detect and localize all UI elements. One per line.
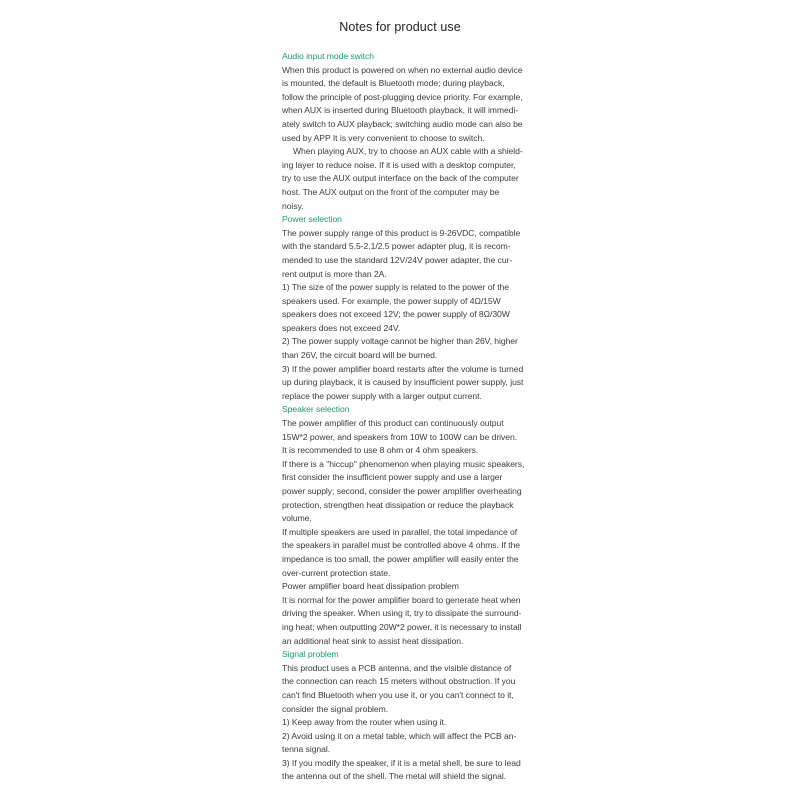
text-line: rent output is more than 2A.: [282, 268, 387, 279]
text-line: speakers used. For example, the power supply of 4Ω/15W: [282, 295, 501, 306]
section-heading: Power selection: [282, 214, 342, 225]
text-line: the connection can reach 15 meters without obstruction. If you: [282, 676, 516, 687]
notes-body: [282, 50, 525, 784]
text-line: used by APP It is very convenient to choose to switch.: [282, 132, 485, 143]
text-line: 3) If the power amplifier board restarts after the volume is turned: [282, 363, 524, 374]
text-line: 2) The power supply voltage cannot be higher than 26V, higher: [282, 336, 518, 347]
text-line: 1) Keep away from the router when using it.: [282, 717, 447, 728]
text-line: with the standard 5.5-2.1/2.5 power adapter plug, it is recom-: [282, 241, 511, 252]
text-line: When this product is powered on when no external audio device: [282, 64, 523, 75]
text-line: speakers does not exceed 12V; the power supply of 8Ω/30W: [282, 309, 510, 320]
section-heading: Signal problem: [282, 649, 339, 660]
text-line: Power amplifier board heat dissipation problem: [282, 581, 459, 592]
text-line: driving the speaker. When using it, try to dissipate the surround-: [282, 608, 522, 619]
section-heading: Speaker selection: [282, 404, 350, 415]
text-line: consider the signal problem.: [282, 703, 389, 714]
text-line: It is recommended to use 8 ohm or 4 ohm speakers.: [282, 445, 479, 456]
text-line: the antenna out of the shell. The metal will shield the signal.: [282, 771, 507, 782]
text-line: When playing AUX, try to choose an AUX cable with a shield-: [293, 146, 523, 157]
text-line: 15W*2 power, and speakers from 10W to 100W can be driven.: [282, 431, 518, 442]
text-line: than 26V, the circuit board will be burned.: [282, 350, 438, 361]
text-line: 1) The size of the power supply is related to the power of the: [282, 282, 509, 293]
text-line: an additional heat sink to assist heat dissipation.: [282, 635, 464, 646]
text-line: The power supply range of this product is 9-26VDC, compatible: [282, 227, 521, 238]
text-line: the speakers in parallel must be controlled above 4 ohms. If the: [282, 540, 521, 551]
text-line: try to use the AUX output interface on the back of the computer: [282, 173, 519, 184]
text-line: protection, strengthen heat dissipation or reduce the playback: [282, 499, 514, 510]
page-title: Notes for product use: [339, 20, 461, 34]
text-line: If there is a "hiccup" phenomenon when playing music speakers,: [282, 458, 525, 469]
text-line: mended to use the standard 12V/24V power adapter, the cur-: [282, 254, 513, 265]
text-line: ately switch to AUX playback; switching audio mode can also be: [282, 118, 523, 129]
text-line: The power amplifier of this product can continuously output: [282, 418, 504, 429]
text-line: It is normal for the power amplifier board to generate heat when: [282, 594, 521, 605]
text-line: when AUX is inserted during Bluetooth playback, it will immedi-: [282, 105, 519, 116]
text-line: ing layer to reduce noise. If it is used with a desktop computer,: [282, 159, 516, 170]
text-line: first consider the insufficient power supply and use a larger: [282, 472, 503, 483]
text-line: volume.: [282, 513, 312, 524]
text-line: 2) Avoid using it on a metal table, which will affect the PCB an-: [282, 730, 517, 741]
text-line: ing heat; when outputting 20W*2 power, it is necessary to install: [282, 621, 522, 632]
text-line: replace the power supply with a larger output current.: [282, 390, 482, 401]
text-line: host. The AUX output on the front of the computer may be: [282, 186, 500, 197]
text-line: can't find Bluetooth when you use it, or you can't connect to it,: [282, 689, 514, 700]
text-line: If multiple speakers are used in parallel, the total impedance of: [282, 526, 518, 537]
text-line: tenna signal.: [282, 744, 331, 755]
text-line: up during playback, it is caused by insufficient power supply, just: [282, 377, 524, 388]
text-line: This product uses a PCB antenna, and the visible distance of: [282, 662, 512, 673]
text-line: follow the principle of post-plugging device priority. For example,: [282, 91, 523, 102]
text-line: noisy.: [282, 200, 304, 211]
text-line: is mounted, the default is Bluetooth mode; during playback,: [282, 78, 505, 89]
text-line: impedance is too small, the power amplifier will easily enter the: [282, 553, 519, 564]
section-heading: Audio input mode switch: [282, 51, 375, 61]
text-line: 3) If you modify the speaker, if it is a metal shell, be sure to lead: [282, 757, 521, 768]
text-line: speakers does not exceed 24V.: [282, 322, 401, 333]
text-line: power supply; second, consider the power amplifier overheating: [282, 486, 522, 496]
text-line: over-current protection state.: [282, 567, 391, 578]
